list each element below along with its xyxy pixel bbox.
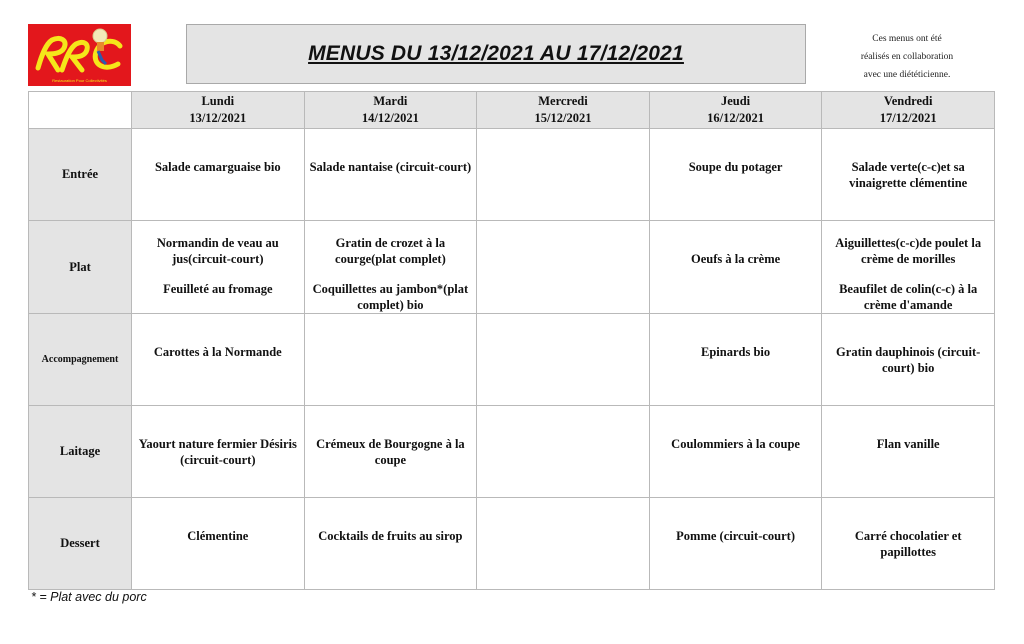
rpc-logo-icon [28,24,131,86]
row-label: Laitage [29,406,132,498]
day-name: Vendredi [883,94,933,108]
menu-cell [304,221,477,314]
dish: Carré chocolatier et papillottes [854,529,962,559]
day-header-thursday [649,92,822,129]
day-name: Mercredi [538,94,588,108]
menu-cell [822,221,995,314]
day-header-wednesday [477,92,650,129]
day-header-monday [132,92,305,129]
row-label: Entrée [29,129,132,221]
row-accompagnement [29,314,995,406]
menu-cell [132,221,305,314]
menu-cell [132,406,305,498]
menu-cell [132,314,305,406]
dish: Yaourt nature fermier Désiris (circuit-court) [138,437,297,467]
menu-cell-empty [477,406,650,498]
dish: Crémeux de Bourgogne à la coupe [316,437,465,467]
dish: Clémentine [187,529,249,543]
menu-cell [822,498,995,590]
day-date: 13/12/2021 [189,111,247,125]
dish: Normandin de veau au jus(circuit-court) [156,236,279,266]
menu-cell-empty [477,498,650,590]
dish: Salade camarguaise bio [154,160,281,174]
dish: Epinards bio [701,345,771,359]
day-name: Lundi [201,94,235,108]
day-date: 14/12/2021 [361,111,419,125]
dish: Feuilleté au fromage [163,282,273,296]
dish: Salade nantaise (circuit-court) [309,160,472,174]
title-banner [186,24,806,84]
menu-cell [822,406,995,498]
row-plat [29,221,995,314]
menu-cell [649,221,822,314]
menu-cell [304,129,477,221]
row-laitage [29,406,995,498]
menu-cell-empty [477,221,650,314]
menu-cell [132,129,305,221]
dish: Gratin dauphinois (circuit-court) bio [836,345,981,375]
page-title: MENUS DU 13/12/2021 AU 17/12/2021 [308,42,684,65]
day-name: Mardi [373,94,408,108]
dietitian-note [840,30,974,84]
menu-cell [304,406,477,498]
logo-tagline: Restauration Pour Collectivités [52,78,107,83]
dish: Cocktails de fruits au sirop [318,529,463,543]
menu-cell-empty [477,314,650,406]
menu-cell [649,129,822,221]
menu-cell [132,498,305,590]
note-line: Ces menus ont été [872,34,942,44]
day-header-friday [822,92,995,129]
dish: Coulommiers à la coupe [671,437,800,451]
dish: Beaufilet de colin(c-c) à la crème d'amande [839,282,978,312]
corner-cell [29,92,132,129]
dish: Salade verte(c-c)et sa vinaigrette clémentine [849,160,968,190]
dish: Soupe du potager [688,160,783,174]
day-date: 15/12/2021 [534,111,592,125]
rpc-logo [28,24,131,86]
menu-cell [822,129,995,221]
menu-cell-empty [304,314,477,406]
dish: Gratin de crozet à la courge(plat complet) [335,236,446,266]
dish: Coquillettes au jambon*(plat complet) bio [312,282,469,312]
row-dessert [29,498,995,590]
dish: Aiguillettes(c-c)de poulet la crème de morilles [835,236,982,266]
dish: Carottes à la Normande [153,345,282,359]
day-header-row [29,92,995,129]
menu-cell [649,498,822,590]
day-header-tuesday [304,92,477,129]
pork-footnote: * = Plat avec du porc [31,590,147,604]
day-date: 16/12/2021 [707,111,765,125]
dish: Pomme (circuit-court) [676,529,795,543]
row-entree [29,129,995,221]
note-line: avec une diététicienne. [863,70,951,80]
dish: Flan vanille [876,437,940,451]
dish: Oeufs à la crème [690,252,781,266]
menu-cell [649,314,822,406]
day-name: Jeudi [720,94,751,108]
row-label: Accompagnement [29,314,132,406]
menu-cell [649,406,822,498]
menu-cell [304,498,477,590]
menu-cell-empty [477,129,650,221]
menu-table [28,91,995,590]
row-label: Dessert [29,498,132,590]
menu-cell [822,314,995,406]
day-date: 17/12/2021 [879,111,937,125]
row-label: Plat [29,221,132,314]
note-line: réalisés en collaboration [860,52,954,62]
